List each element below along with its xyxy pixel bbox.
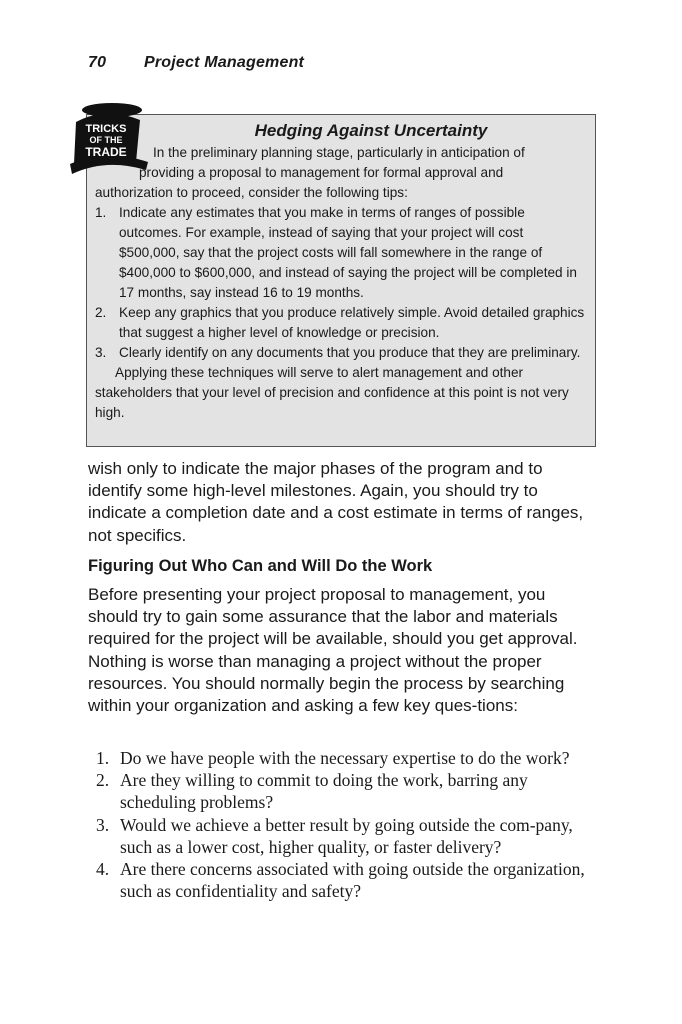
- badge-text: TRADE: [85, 145, 127, 159]
- list-item: [96, 858, 598, 902]
- list-number: 1.: [96, 748, 110, 768]
- list-item: [95, 203, 587, 303]
- list-text: Clearly identify on any documents that you produce that they are preliminary.: [119, 345, 581, 360]
- list-item: [95, 303, 587, 343]
- list-text: Are there concerns associated with going outside the organization, such as confidentiality and safety?: [120, 859, 585, 902]
- list-item: [95, 343, 587, 363]
- section-heading: Figuring Out Who Can and Will Do the Work: [88, 557, 433, 575]
- tip-intro-line: authorization to proceed, consider the following tips:: [95, 185, 408, 200]
- list-number: 4.: [96, 859, 110, 880]
- body-paragraph: Before presenting your project proposal to management, you should try to gain some assurance that the labor and materials required for the project will be available, should you get approval. Nothing is worse than managing a project without the proper resources. You should normally begin the process by searching within your organization and asking a few key ques-tions:: [88, 585, 578, 716]
- tip-intro-line: providing a proposal to management for formal approval and: [139, 165, 504, 180]
- list-text: Would we achieve a better result by going outside the com-pany, such as a lower cost, higher quality, or faster delivery?: [120, 814, 573, 857]
- list-number: 1.: [95, 205, 107, 220]
- list-text: Keep any graphics that you produce relatively simple. Avoid detailed graphics that suggest a higher level of knowledge or precision.: [119, 305, 585, 340]
- list-number: 3.: [95, 345, 107, 360]
- page-number: 70: [88, 54, 107, 71]
- list-item: [96, 769, 598, 813]
- tip-list: [95, 203, 587, 363]
- list-number: 2.: [96, 770, 110, 791]
- running-head: [88, 54, 304, 72]
- list-item: [96, 747, 598, 769]
- list-text: Indicate any estimates that you make in terms of ranges of possible outcomes. For example, instead of saying that your project will cost $500,000, say that the project costs will fall somewhere in the range of $400,000 to $600,000, and instead of saying the project will be completed in 17 months, say instead 16 to 19 months.: [119, 205, 577, 300]
- tricks-of-the-trade-box: [86, 114, 596, 447]
- badge-text: TRICKS: [85, 123, 127, 135]
- list-number: 3.: [96, 814, 110, 835]
- tip-intro-line: In the preliminary planning stage, particularly in anticipation of: [153, 145, 525, 160]
- questions-list: [96, 747, 598, 902]
- list-number: 2.: [95, 305, 107, 320]
- tip-closing: Applying these techniques will serve to alert management and other stakeholders that your level of precision and confidence at this point is not very high.: [95, 365, 569, 420]
- tricks-of-the-trade-icon: [66, 98, 150, 178]
- tip-intro: [95, 143, 587, 203]
- body-paragraph: wish only to indicate the major phases of the program and to identify some high-level milestones. Again, you should try to indicate a completion date and a cost estimate in terms of ranges, not specifics.: [88, 459, 584, 545]
- tip-title: Hedging Against Uncertainty: [254, 121, 488, 140]
- list-text: Are they willing to commit to doing the work, barring any scheduling problems?: [120, 770, 528, 813]
- list-item: [96, 814, 598, 858]
- badge-text: OF THE: [89, 135, 123, 145]
- book-title: Project Management: [144, 54, 305, 71]
- list-text: Do we have people with the necessary expertise to do the work?: [120, 748, 570, 768]
